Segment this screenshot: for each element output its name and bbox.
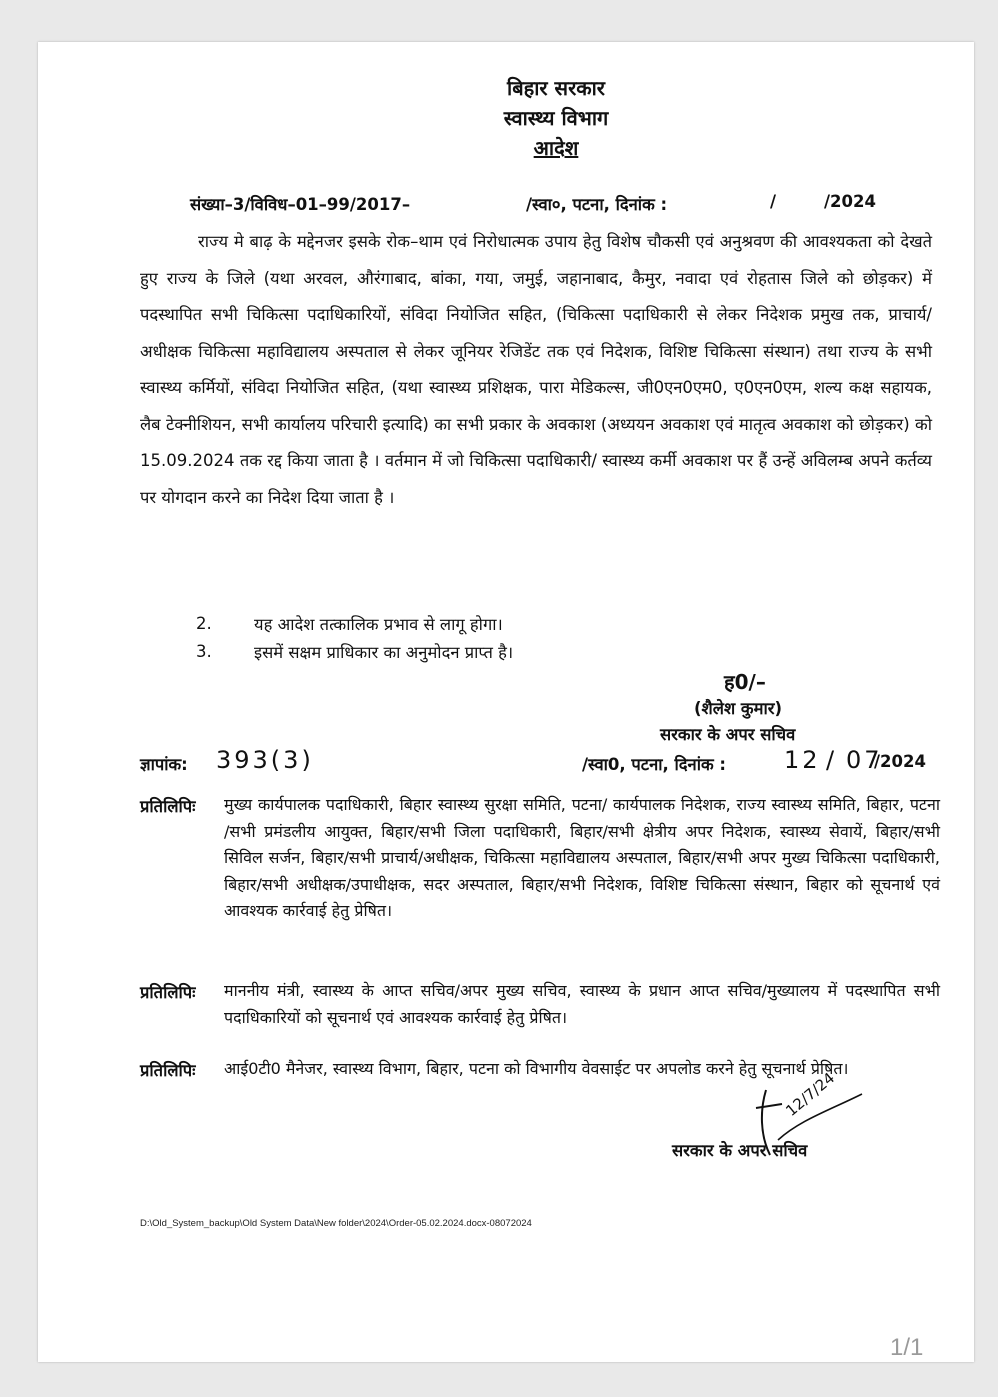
file-path: D:\Old_System_backup\Old System Data\New folder\2024\Order-05.02.2024.docx-08072024 (140, 1218, 532, 1229)
memo-label: ज्ञापांक: (140, 755, 188, 774)
memo-year: /2024 (874, 752, 926, 771)
order-paragraph (140, 224, 932, 516)
reference-dept-date: /स्वा०, पटना, दिनांक : (526, 195, 668, 214)
memo-date-separator: / (826, 746, 838, 774)
reference-date-slash: / (770, 192, 777, 211)
final-designation: सरकार के अपर सचिव (672, 1141, 808, 1160)
reference-number: संख्या–3/विविध–01–99/2017– (190, 195, 411, 214)
item-3-text: इसमें सक्षम प्राधिकार का अनुमोदन प्राप्त है। (254, 643, 514, 662)
memo-month-handwritten: 07 (846, 746, 883, 774)
copy-2-text: माननीय मंत्री, स्वास्थ्य के आप्त सचिव/अपर मुख्य सचिव, स्वास्थ्य के प्रधान आप्त सचिव/मुख्यालय में पदस्थापित सभी पदाधिकारियों को सूचनार्थ एवं आवश्यक कार्रवाई हेतु प्रेषित। (224, 981, 940, 1027)
copy-2-label: प्रतिलिपिः (140, 983, 196, 1002)
signed-mark: ह0/– (724, 670, 766, 694)
copy-3-label: प्रतिलिपिः (140, 1061, 196, 1080)
memo-day-handwritten: 12 (784, 746, 821, 774)
signatory-designation: सरकार के अपर सचिव (660, 725, 796, 744)
item-2-text: यह आदेश तत्कालिक प्रभाव से लागू होगा। (254, 615, 503, 634)
memo-number-handwritten: 393(3) (216, 746, 314, 774)
item-2-number: 2. (196, 614, 212, 633)
page-indicator: 1/1 (890, 1334, 924, 1361)
order-paragraph-text: राज्य मे बाढ़ के मद्देनजर इसके रोक–थाम एवं निरोधात्मक उपाय हेतु विशेष चौकसी एवं अनुश्रवण की आवश्यकता को देखते हुए राज्य के जिले (यथा अरवल, औरंगाबाद, बांका, गया, जमुई, जहानाबाद, कैमुर, नवादा एवं रोहतास जिले को छोड़कर) में पदस्थापित सभी चिकित्सा पदाधिकारियों, संविदा नियोजित सहित, (चिकित्सा पदाधिकारी से लेकर निदेशक प्रमुख तक, प्राचार्य/अधीक्षक चिकित्सा महाविद्यालय अस्पताल से लेकर जूनियर रेजिडेंट तक एवं निदेशक, विशिष्ट चिकित्सा संस्थान) तथा राज्य के सभी स्वास्थ्य कर्मियों, संविदा नियोजित सहित, (यथा स्वास्थ्य प्रशिक्षक, पारा मेडिकल्स, जी0एन0एम0, ए0एन0एम, शल्य कक्ष सहायक, लैब टेक्नीशियन, सभी कार्यालय परिचारी इत्यादि) का सभी प्रकार के अवकाश (अध्ययन अवकाश एवं मातृत्व अवकाश को छोड़कर) को 15.09.2024 तक रद्द किया जाता है । वर्तमान में जो चिकित्सा पदाधिकारी/ स्वास्थ्य कर्मी अवकाश पर हैं उन्हें अविलम्ब अपने कर्तव्य पर योगदान करने का निदेश दिया जाता है । (140, 232, 932, 507)
signatory-name: (शैलेश कुमार) (694, 699, 783, 718)
copy-3-text: आई0टी0 मैनेजर, स्वास्थ्य विभाग, बिहार, पटना को विभागीय वेवसाईट पर अपलोड करने हेतु सूचनार्थ प्रेषित। (224, 1059, 849, 1078)
memo-dept-date: /स्वा0, पटना, दिनांक : (582, 755, 726, 774)
copy-1-label: प्रतिलिपिः (140, 797, 196, 816)
header-government: बिहार सरकार (507, 76, 605, 100)
copy-1-text: मुख्य कार्यपालक पदाधिकारी, बिहार स्वास्थ्य सुरक्षा समिति, पटना/ कार्यपालक निदेशक, राज्य स्वास्थ्य समिति, बिहार, पटना /सभी प्रमंडलीय आयुक्त, बिहार/सभी जिला पदाधिकारी, बिहार/सभी क्षेत्रीय अपर निदेशक, स्वास्थ्य सेवायें, बिहार/सभी सिविल सर्जन, बिहार/सभी प्राचार्य/अधीक्षक, चिकित्सा महाविद्यालय अस्पताल, बिहार/सभी अपर मुख्य चिकित्सा पदाधिकारी, बिहार/सभी अधीक्षक/उपाधीक्षक, सदर अस्पताल, बिहार/सभी निदेशक, विशिष्ट चिकित्सा संस्थान, बिहार को सूचनार्थ एवं आवश्यक कार्रवाई हेतु प्रेषित। (224, 795, 940, 920)
reference-year: /2024 (824, 192, 876, 211)
header-order-title: आदेश (533, 136, 579, 160)
header-department: स्वास्थ्य विभाग (503, 106, 609, 130)
item-3-number: 3. (196, 642, 212, 661)
document-page (38, 42, 974, 1362)
handwritten-sign-date: 12/7/24 (782, 1068, 839, 1120)
